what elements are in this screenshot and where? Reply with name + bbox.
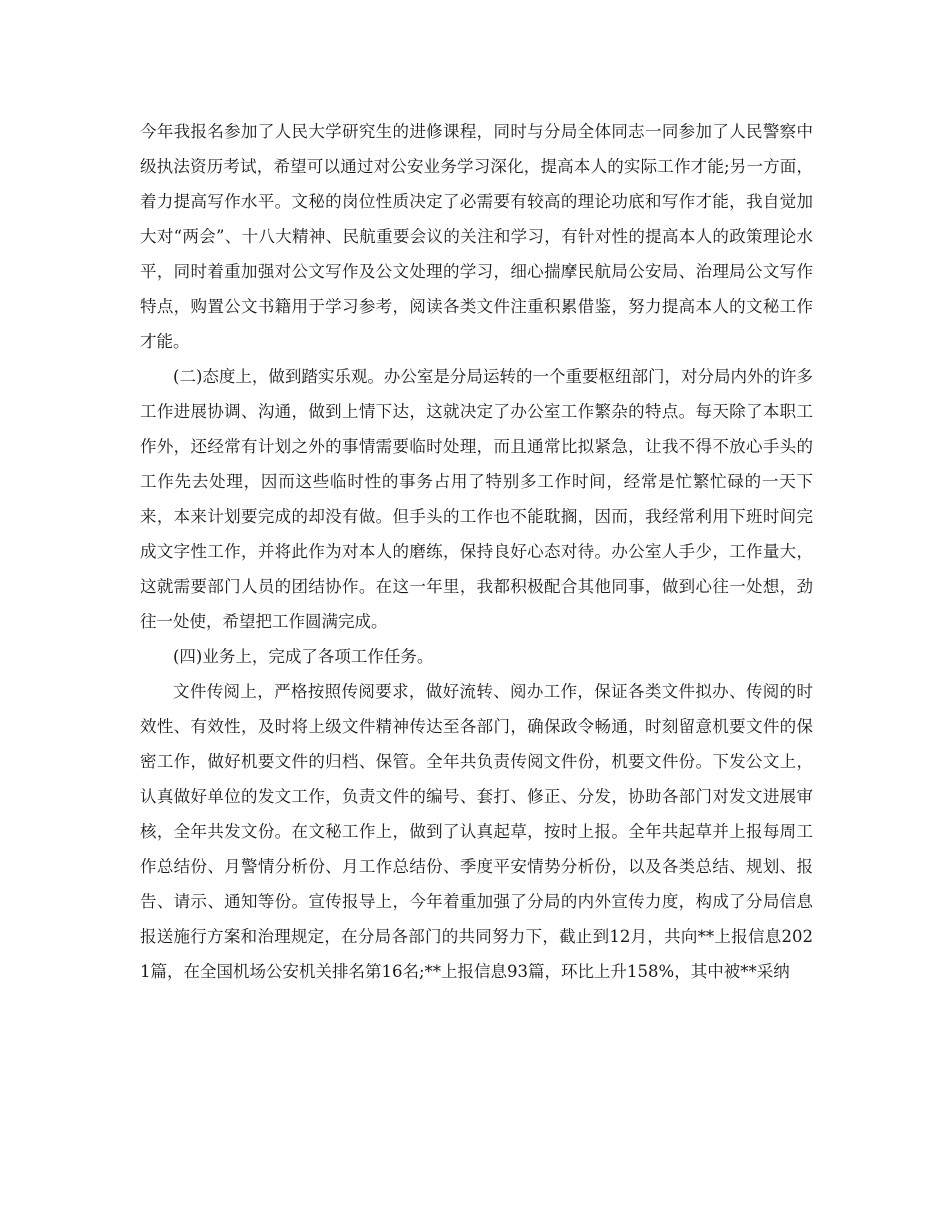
paragraph-study: 今年我报名参加了人民大学研究生的进修课程，同时与分局全体同志一同参加了人民警察中级执法资历考试，希望可以通过对公安业务学习深化，提高本人的实际工作才能;另一方面，着力提高写作水平。文秘的岗位性质决定了必需要有较高的理论功底和写作才能，我自觉加大对“两会”、十八大精神、民航重要会议的关注和学习，有针对性的提高本人的政策理论水平，同时着重加强对公文写作及公文处理的学习，细心揣摩民航局公安局、治理局公文写作特点，购置公文书籍用于学习参考，阅读各类文件注重积累借鉴，努力提高本人的文秘工作才能。 [140, 122, 813, 351]
paragraph-attitude: (二)态度上，做到踏实乐观。办公室是分局运转的一个重要枢纽部门，对分局内外的许多工作进展协调、沟通，做到上情下达，这就决定了办公室工作繁杂的特点。每天除了本职工作外，还经常有计划之外的事情需要临时处理，而且通常比拟紧急，让我不得不放心手头的工作先去处理，因而这些临时性的事务占用了特别多工作时间，经常是忙繁忙碌的一天下来，本来计划要完成的却没有做。但手头的工作也不能耽搁，因而，我经常利用下班时间完成文字性工作，并将此作为对本人的磨练，保持良好心态对待。办公室人手少，工作量大，这就需要部门人员的团结协作。在这一年里，我都积极配合其他同事，做到心往一处想，劲往一处使，希望把工作圆满完成。 [140, 367, 813, 631]
document-body [140, 114, 813, 989]
paragraph-business-heading: (四)业务上，完成了各项工作任务。 [173, 647, 434, 666]
paragraph-business-detail: 文件传阅上，严格按照传阅要求，做好流转、阅办工作，保证各类文件拟办、传阅的时效性、有效性，及时将上级文件精神传达至各部门，确保政令畅通，时刻留意机要文件的保密工作，做好机要文件的归档、保管。全年共负责传阅文件份，机要文件份。下发公文上，认真做好单位的发文工作，负责文件的编号、套打、修正、分发，协助各部门对发文进展审核，全年共发文份。在文秘工作上，做到了认真起草，按时上报。全年共起草并上报每周工作总结份、月警情分析份、月工作总结份、季度平安情势分析份，以及各类总结、规划、报告、请示、通知等份。宣传报导上，今年着重加强了分局的内外宣传力度，构成了分局信息报送施行方案和治理规定，在分局各部门的共同努力下，截止到12月，共向**上报信息2021篇，在全国机场公安机关排名第16名;**上报信息93篇，环比上升158%，其中被**采纳 [140, 682, 813, 981]
